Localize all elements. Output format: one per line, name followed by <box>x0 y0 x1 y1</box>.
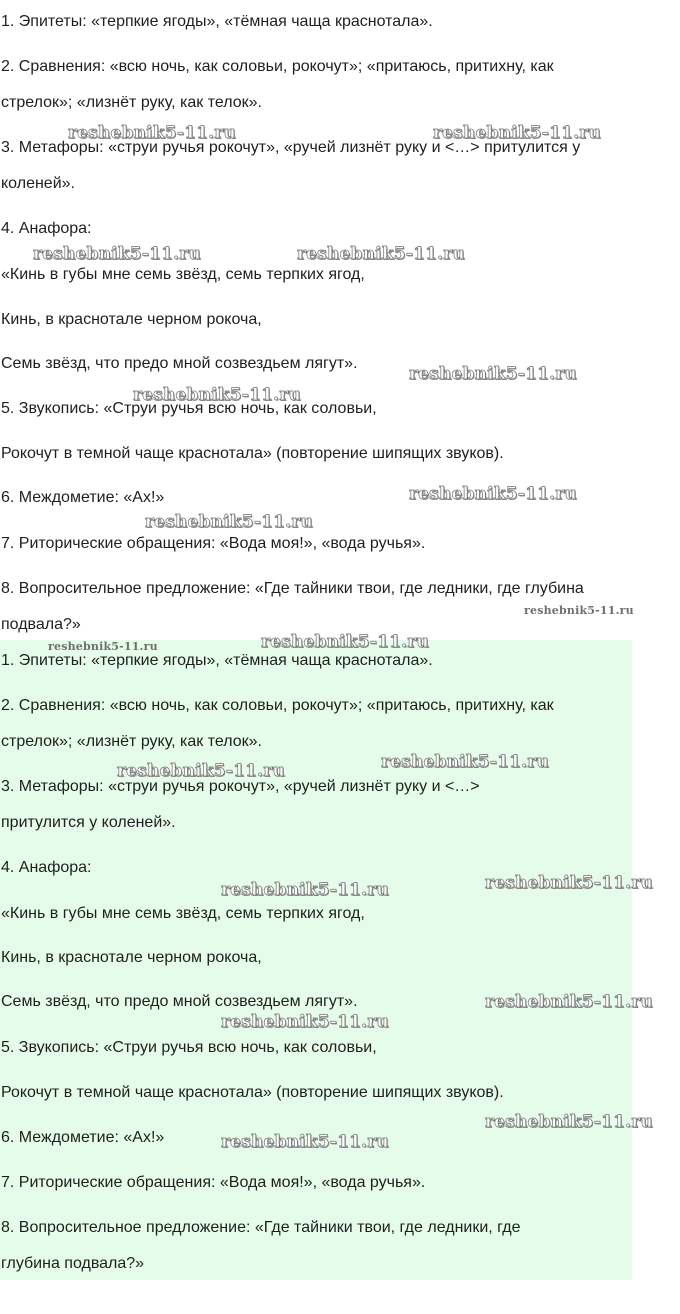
list-item-comparisons-cont: стрелок»; «лизнёт руку, как телок». <box>1 94 262 111</box>
list-item-sound-writing: 5. Звукопись: «Струи ручья всю ночь, как соловьи, <box>1 1039 377 1056</box>
solution-block-highlighted <box>0 640 632 1280</box>
list-item-epithets: 1. Эпитеты: «терпкие ягоды», «тёмная чаща краснотала». <box>1 13 433 30</box>
list-item-metaphors: 3. Метафоры: «струи ручья рокочут», «ручей лизнёт руку и <…> <box>1 778 480 795</box>
list-item-comparisons-cont: стрелок»; «лизнёт руку, как телок». <box>1 733 262 750</box>
solution-block-plain <box>0 0 680 640</box>
list-item-rhetorical: 7. Риторические обращения: «Вода моя!», «вода ручья». <box>1 535 426 552</box>
list-item-metaphors: 3. Метафоры: «струи ручья рокочут», «ручей лизнёт руку и <…> притулится у <box>1 139 581 156</box>
list-item-question-cont: подвала?» <box>1 616 81 633</box>
watermark: reshebnik5-11.ru <box>221 1012 389 1032</box>
watermark: reshebnik5-11.ru <box>117 761 285 781</box>
list-item-sound-writing: 5. Звукопись: «Струи ручья всю ночь, как соловьи, <box>1 400 377 417</box>
watermark: reshebnik5-11.ru <box>221 880 389 900</box>
watermark: reshebnik5-11.ru <box>524 604 634 617</box>
list-item-rhetorical: 7. Риторические обращения: «Вода моя!», «вода ручья». <box>1 1174 426 1191</box>
list-item-anaphora: 4. Анафора: <box>1 220 92 237</box>
list-item-interjection: 6. Междометие: «Ах!» <box>1 489 165 506</box>
watermark: reshebnik5-11.ru <box>221 1132 389 1152</box>
quote-line: Семь звёзд, что предо мной созвездьем лягут». <box>1 355 358 372</box>
list-item-question-cont: глубина подвала?» <box>1 1255 145 1272</box>
list-item-interjection: 6. Междометие: «Ах!» <box>1 1129 165 1146</box>
quote-line: Рокочут в темной чаще краснотала» (повторение шипящих звуков). <box>1 445 504 462</box>
list-item-epithets: 1. Эпитеты: «терпкие ягоды», «тёмная чаща краснотала». <box>1 652 433 669</box>
list-item-metaphors-cont: коленей». <box>1 175 75 192</box>
watermark: reshebnik5-11.ru <box>485 873 653 893</box>
watermark: reshebnik5-11.ru <box>68 123 236 143</box>
list-item-comparisons: 2. Сравнения: «всю ночь, как соловьи, рокочут»; «притаюсь, притихну, как <box>1 697 554 714</box>
watermark: reshebnik5-11.ru <box>409 484 577 504</box>
list-item-question: 8. Вопросительное предложение: «Где тайники твои, где ледники, где глубина <box>1 580 584 597</box>
quote-line: Кинь, в краснотале черном рокоча, <box>1 311 262 328</box>
quote-line: Рокочут в темной чаще краснотала» (повторение шипящих звуков). <box>1 1084 504 1101</box>
watermark: reshebnik5-11.ru <box>48 640 158 653</box>
quote-line: «Кинь в губы мне семь звёзд, семь терпких ягод, <box>1 905 365 922</box>
watermark: reshebnik5-11.ru <box>381 752 549 772</box>
list-item-anaphora: 4. Анафора: <box>1 859 92 876</box>
quote-line: «Кинь в губы мне семь звёзд, семь терпких ягод, <box>1 266 365 283</box>
watermark: reshebnik5-11.ru <box>261 632 429 652</box>
watermark: reshebnik5-11.ru <box>33 244 201 264</box>
list-item-comparisons: 2. Сравнения: «всю ночь, как соловьи, рокочут»; «притаюсь, притихну, как <box>1 58 554 75</box>
watermark: reshebnik5-11.ru <box>133 385 301 405</box>
watermark: reshebnik5-11.ru <box>485 992 653 1012</box>
list-item-metaphors-cont: притулится у коленей». <box>1 814 176 831</box>
list-item-question: 8. Вопросительное предложение: «Где тайники твои, где ледники, где <box>1 1219 521 1236</box>
watermark: reshebnik5-11.ru <box>409 364 577 384</box>
watermark: reshebnik5-11.ru <box>433 123 601 143</box>
watermark: reshebnik5-11.ru <box>145 512 313 532</box>
watermark: reshebnik5-11.ru <box>485 1112 653 1132</box>
watermark: reshebnik5-11.ru <box>297 244 465 264</box>
quote-line: Семь звёзд, что предо мной созвездьем лягут». <box>1 993 358 1010</box>
quote-line: Кинь, в краснотале черном рокоча, <box>1 949 262 966</box>
